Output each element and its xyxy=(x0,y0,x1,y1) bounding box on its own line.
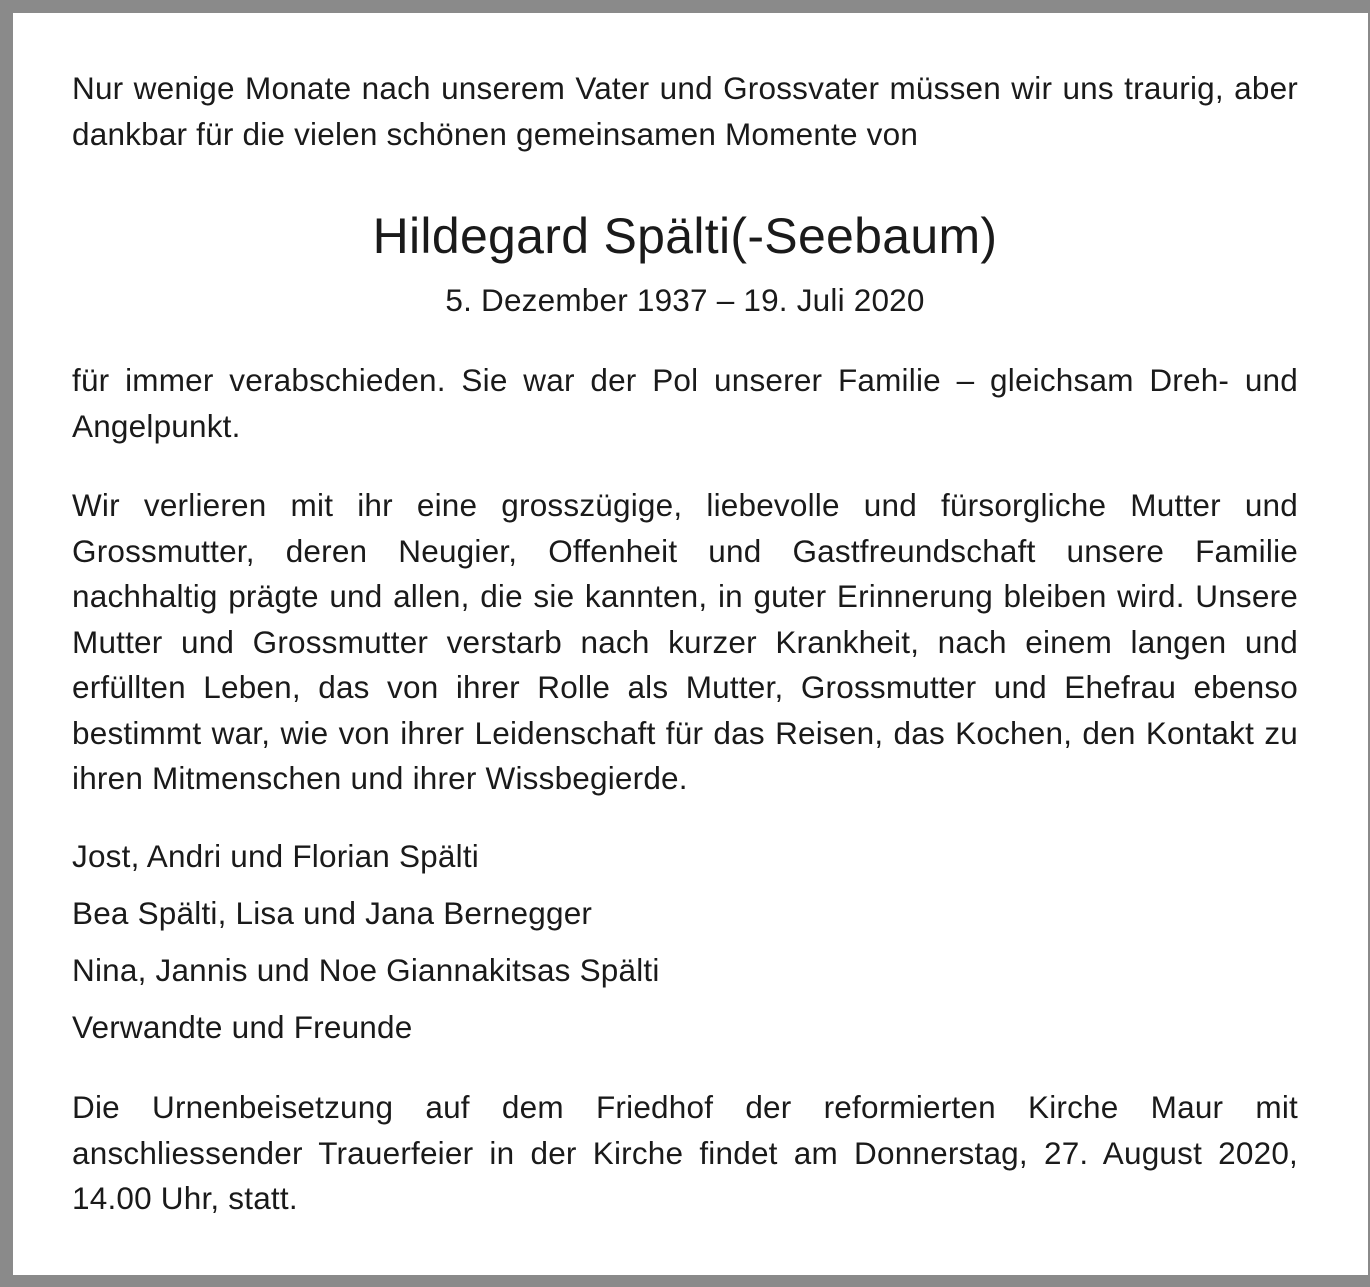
mourner-line: Bea Spälti, Lisa und Jana Bernegger xyxy=(72,895,593,931)
tribute-paragraph: Wir verlieren mit ihr eine grosszügige, liebevolle und fürsorgliche Mutter und Grossmutter, deren Neugier, Offenheit und Gastfreundschaft unsere Familie nachhaltig prägte und allen, die sie kannten, in guter Erinnerung bleiben wird. Unsere Mutter und Grossmutter verstarb nach kurzer Krankheit, nach einem langen und erfüllten Leben, das von ihrer Rolle als Mutter, Grossmutter und Ehefrau ebenso bestimmt war, wie von ihrer Leidenschaft für das Reisen, das Kochen, den Kontakt zu ihren Mitmenschen und ihrer Wissbegierde. xyxy=(72,487,1298,796)
service-paragraph: Die Urnenbeisetzung auf dem Friedhof der reformierten Kirche Maur mit anschliessender Trauerfeier in der Kirche findet am Donnerstag, 27. August 2020, 14.00 Uhr, statt. xyxy=(72,1089,1298,1216)
life-dates: 5. Dezember 1937 – 19. Juli 2020 xyxy=(445,282,925,318)
mourner-line: Verwandte und Freunde xyxy=(72,1009,413,1045)
mourners-list xyxy=(72,834,1298,1062)
deceased-name: Hildegard Spälti(-Seebaum) xyxy=(372,208,998,264)
intro-paragraph: Nur wenige Monate nach unserem Vater und Grossvater müssen wir uns traurig, aber dankbar für die vielen schönen gemeinsamen Momente von xyxy=(72,70,1298,152)
mourner-line: Jost, Andri und Florian Spälti xyxy=(72,838,479,874)
farewell-paragraph: für immer verabschieden. Sie war der Pol unserer Familie – gleichsam Dreh- und Angelpunkt. xyxy=(72,362,1298,444)
mourner-line: Nina, Jannis und Noe Giannakitsas Spälti xyxy=(72,952,660,988)
